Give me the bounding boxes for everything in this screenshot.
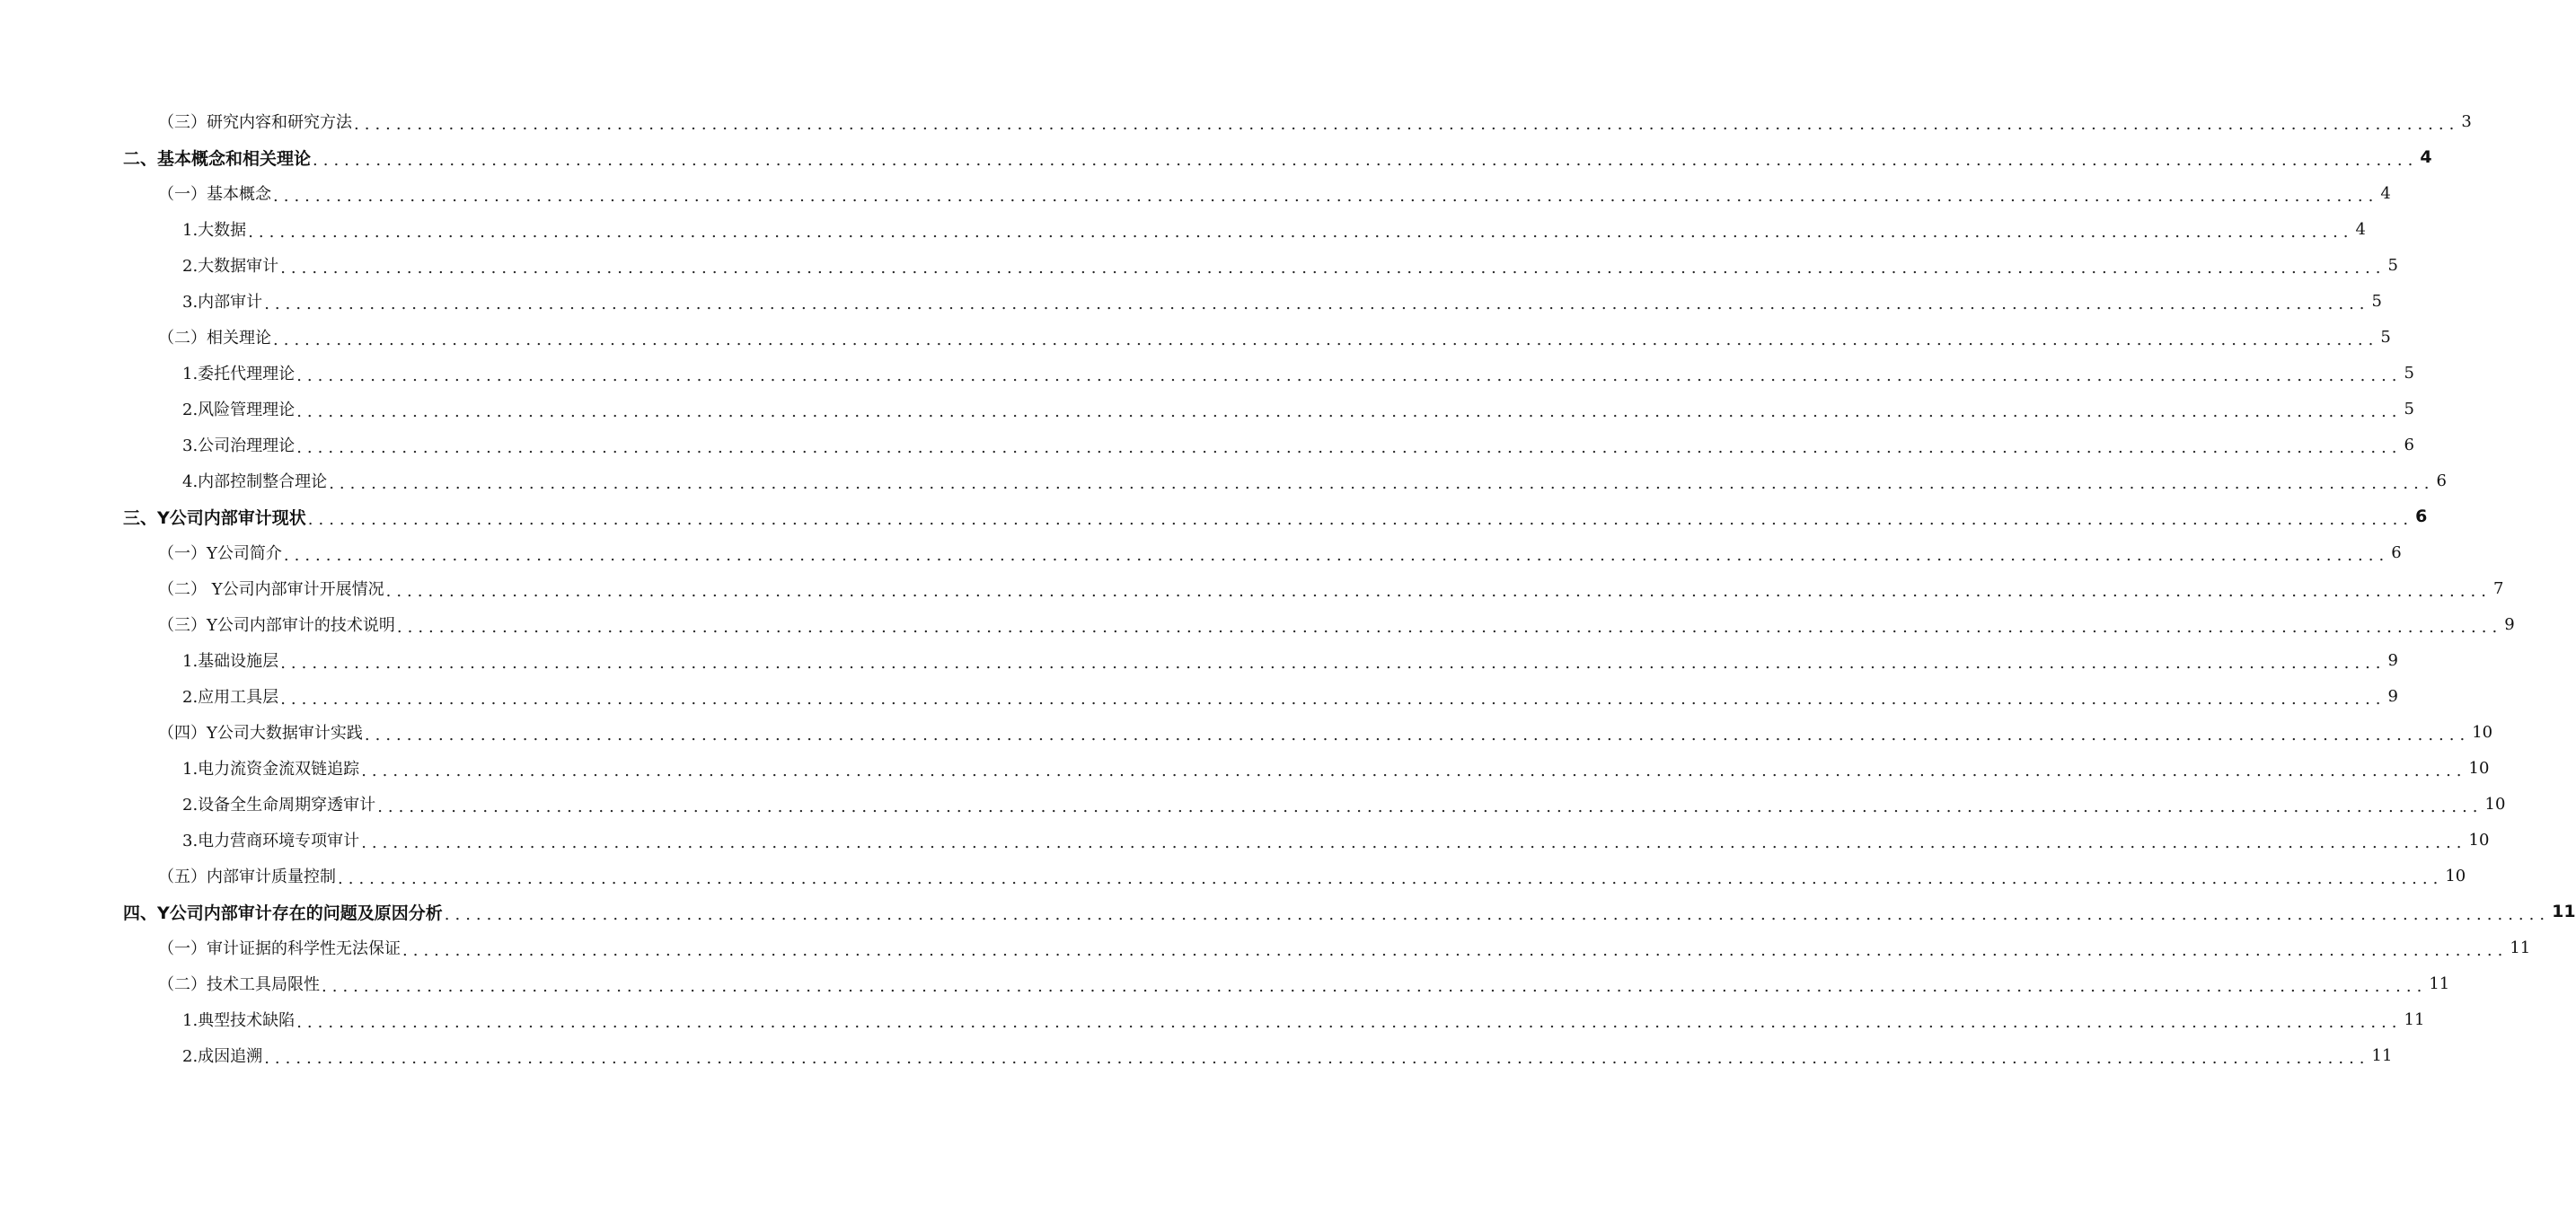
toc-entry[interactable]	[0, 714, 2493, 750]
toc-entry[interactable]	[0, 211, 2366, 247]
toc-entry[interactable]	[0, 139, 2432, 175]
toc-entry-title: 2.设备全生命周期穿透审计	[182, 796, 376, 815]
toc-entry-page: 5	[2371, 291, 2382, 311]
toc-entry[interactable]	[0, 1037, 2393, 1073]
toc-leader-dots: ........................................................................................................................................................................................................	[296, 1013, 2403, 1032]
toc-leader-dots: ........................................................................................................................................................................................................	[296, 438, 2403, 457]
toc-leader-dots: ........................................................................................................................................................................................................	[329, 474, 2435, 493]
toc-entry-page: 11	[2552, 902, 2576, 921]
toc-entry[interactable]	[0, 498, 2428, 534]
toc-entry-title: （二） Y公司内部审计开展情况	[158, 580, 384, 599]
toc-leader-dots: ........................................................................................................................................................................................................	[444, 905, 2551, 924]
toc-leader-dots: ........................................................................................................................................................................................................	[322, 977, 2428, 996]
toc-entry-title: 二、基本概念和相关理论	[123, 148, 312, 169]
toc-entry-page: 5	[2404, 399, 2414, 418]
toc-entry-page: 9	[2387, 650, 2398, 670]
toc-leader-dots: ........................................................................................................................................................................................................	[296, 366, 2403, 385]
toc-entry-title: （二）技术工具局限性	[158, 975, 320, 994]
toc-entry-title: （四）Y公司大数据审计实践	[158, 724, 363, 743]
toc-entry-title: 2.应用工具层	[182, 688, 279, 707]
toc-entry-page: 3	[2461, 111, 2472, 131]
toc-leader-dots: ........................................................................................................................................................................................................	[354, 115, 2460, 134]
toc-leader-dots: ........................................................................................................................................................................................................	[283, 546, 2390, 565]
toc-entry-title: 2.大数据审计	[182, 257, 279, 276]
toc-leader-dots: ........................................................................................................................................................................................................	[273, 330, 2379, 349]
toc-entry[interactable]	[0, 786, 2506, 822]
toc-entry-page: 6	[2404, 435, 2414, 454]
toc-leader-dots: ........................................................................................................................................................................................................	[264, 1049, 2370, 1068]
toc-leader-dots: ........................................................................................................................................................................................................	[402, 941, 2509, 960]
table-of-contents	[0, 103, 2576, 1073]
toc-entry-title: 1.基础设施层	[182, 652, 279, 671]
toc-entry-title: （二）相关理论	[158, 329, 271, 348]
toc-entry-page: 10	[2472, 722, 2493, 742]
toc-entry-page: 4	[2355, 219, 2366, 239]
toc-entry-page: 10	[2445, 866, 2466, 885]
toc-entry[interactable]	[0, 247, 2398, 283]
toc-entry-title: （三）Y公司内部审计的技术说明	[158, 616, 395, 635]
toc-entry-page: 4	[2380, 183, 2391, 203]
toc-entry-page: 10	[2484, 794, 2506, 814]
toc-leader-dots: ........................................................................................................................................................................................................	[361, 833, 2467, 852]
toc-entry[interactable]	[0, 1001, 2425, 1037]
toc-entry[interactable]	[0, 534, 2402, 570]
toc-entry-title: 三、Y公司内部审计现状	[123, 507, 306, 528]
toc-entry-page: 9	[2387, 686, 2398, 706]
toc-entry-page: 11	[2510, 938, 2531, 957]
toc-entry[interactable]	[0, 570, 2504, 606]
toc-entry-title: 3.公司治理理论	[182, 436, 296, 455]
toc-entry-page: 6	[2415, 507, 2428, 526]
toc-entry[interactable]	[0, 283, 2382, 319]
toc-entry-title: （一）审计证据的科学性无法保证	[158, 939, 401, 958]
toc-entry-title: （三）研究内容和研究方法	[158, 113, 352, 132]
toc-leader-dots: ........................................................................................................................................................................................................	[361, 762, 2467, 780]
toc-entry[interactable]	[0, 319, 2391, 355]
toc-entry-page: 9	[2504, 614, 2515, 634]
toc-entry-page: 7	[2492, 578, 2504, 598]
toc-entry-title: 3.电力营商环境专项审计	[182, 832, 360, 850]
toc-leader-dots: ........................................................................................................................................................................................................	[280, 654, 2386, 673]
toc-leader-dots: ........................................................................................................................................................................................................	[296, 402, 2403, 421]
toc-entry-title: （五）内部审计质量控制	[158, 868, 336, 886]
toc-entry-title: 1.电力流资金流双链追踪	[182, 760, 360, 779]
toc-entry-title: 1.典型技术缺陷	[182, 1011, 296, 1030]
toc-entry-title: （一）基本概念	[158, 185, 271, 204]
toc-leader-dots: ........................................................................................................................................................................................................	[307, 510, 2414, 529]
toc-leader-dots: ........................................................................................................................................................................................................	[377, 797, 2483, 816]
toc-entry-title: 2.风险管理理论	[182, 401, 296, 419]
toc-leader-dots: ........................................................................................................................................................................................................	[264, 295, 2370, 313]
toc-entry[interactable]	[0, 894, 2576, 929]
toc-entry-page: 10	[2468, 758, 2490, 778]
toc-entry-page: 4	[2420, 147, 2432, 167]
toc-entry[interactable]	[0, 929, 2531, 965]
toc-entry[interactable]	[0, 858, 2466, 894]
toc-leader-dots: ........................................................................................................................................................................................................	[338, 869, 2444, 888]
toc-leader-dots: ........................................................................................................................................................................................................	[364, 726, 2471, 744]
toc-entry-title: 2.成因追溯	[182, 1047, 263, 1066]
toc-entry-title: 3.内部审计	[182, 293, 263, 312]
toc-leader-dots: ........................................................................................................................................................................................................	[396, 618, 2503, 637]
toc-entry[interactable]	[0, 750, 2490, 786]
toc-entry-title: 四、Y公司内部审计存在的问题及原因分析	[123, 903, 443, 923]
toc-entry[interactable]	[0, 606, 2515, 642]
toc-entry[interactable]	[0, 391, 2414, 427]
toc-leader-dots: ........................................................................................................................................................................................................	[280, 690, 2386, 709]
toc-entry-page: 6	[2436, 471, 2447, 490]
toc-entry[interactable]	[0, 822, 2490, 858]
toc-leader-dots: ........................................................................................................................................................................................................	[280, 259, 2386, 278]
toc-entry[interactable]	[0, 427, 2414, 463]
toc-entry-page: 11	[2404, 1009, 2425, 1029]
toc-entry-page: 6	[2391, 542, 2402, 562]
toc-entry-title: （一）Y公司简介	[158, 544, 282, 563]
toc-entry-page: 5	[2404, 363, 2414, 383]
toc-entry-page: 11	[2371, 1045, 2393, 1065]
toc-entry[interactable]	[0, 175, 2391, 211]
toc-entry-page: 5	[2380, 327, 2391, 347]
toc-entry[interactable]	[0, 103, 2472, 139]
toc-leader-dots: ........................................................................................................................................................................................................	[248, 223, 2354, 242]
toc-entry[interactable]	[0, 463, 2447, 498]
toc-entry[interactable]	[0, 678, 2398, 714]
toc-entry[interactable]	[0, 355, 2414, 391]
toc-entry[interactable]	[0, 965, 2450, 1001]
toc-leader-dots: ........................................................................................................................................................................................................	[273, 187, 2379, 206]
toc-entry-title: 1.大数据	[182, 221, 247, 240]
toc-entry-page: 11	[2429, 974, 2450, 993]
toc-entry[interactable]	[0, 642, 2398, 678]
toc-leader-dots: ........................................................................................................................................................................................................	[385, 582, 2492, 601]
toc-entry-title: 1.委托代理理论	[182, 365, 296, 383]
toc-entry-page: 10	[2468, 830, 2490, 850]
toc-leader-dots: ........................................................................................................................................................................................................	[313, 151, 2419, 170]
toc-entry-page: 5	[2387, 255, 2398, 275]
toc-entry-title: 4.内部控制整合理论	[182, 472, 328, 491]
